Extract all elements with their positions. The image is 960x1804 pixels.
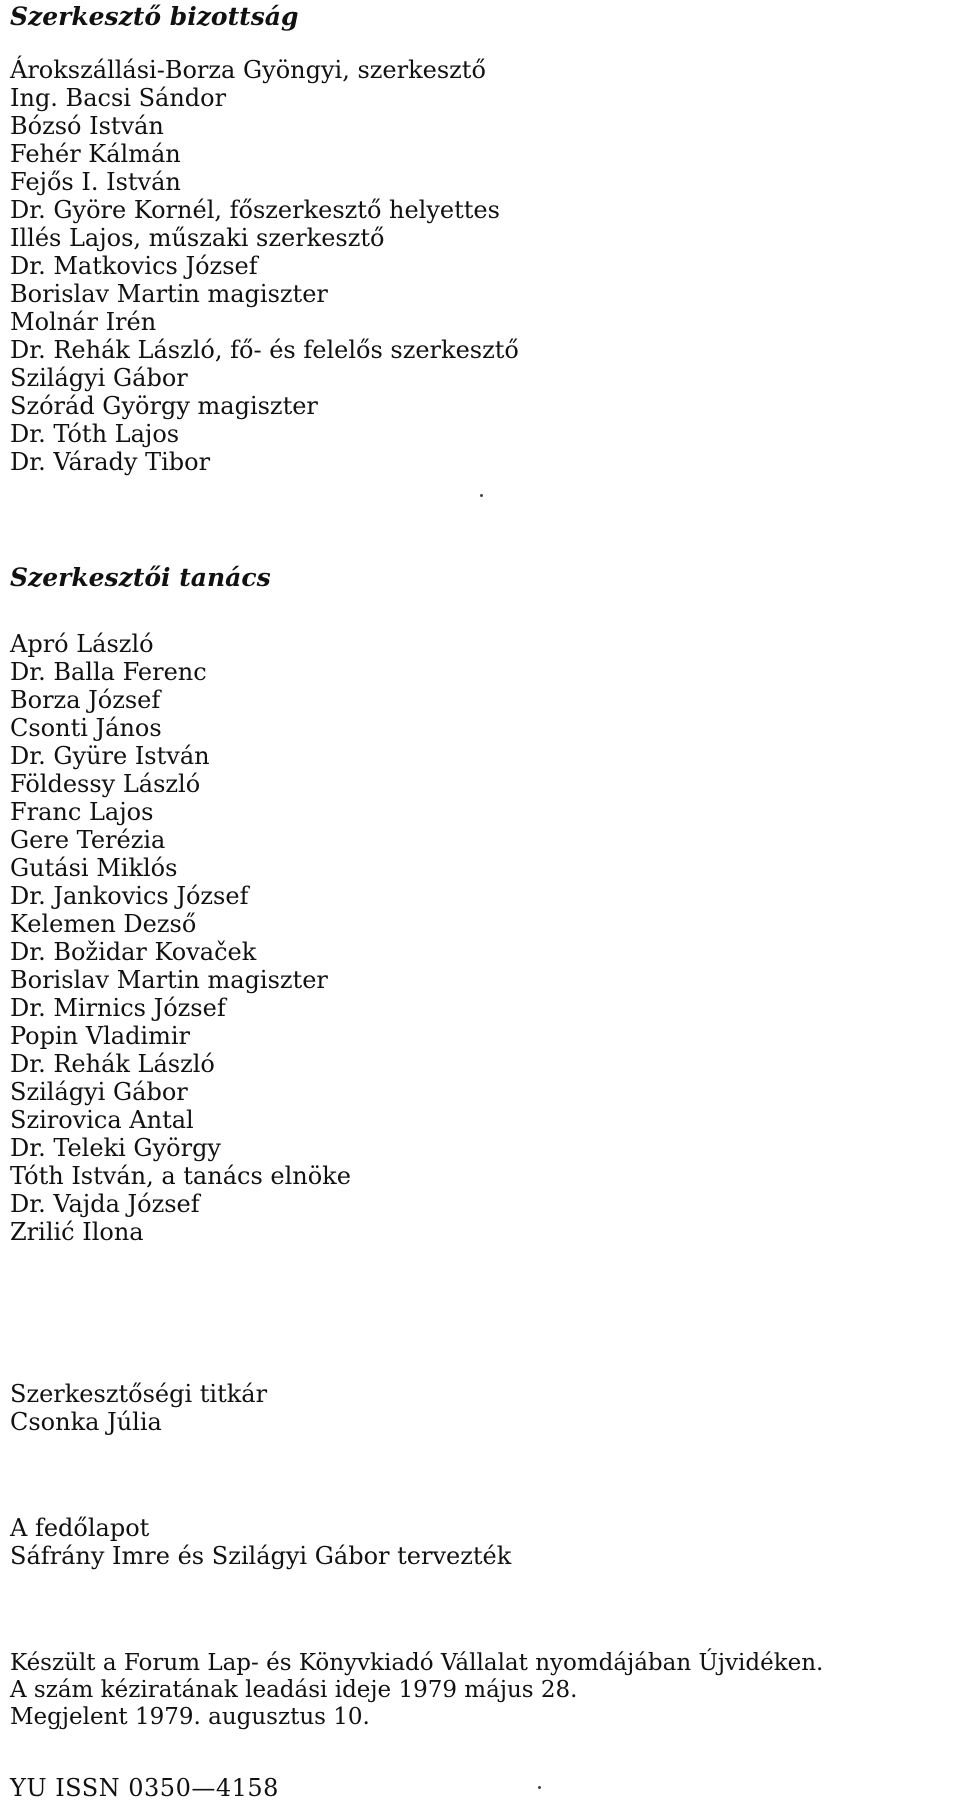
- list-item: Tóth István, a tanács elnöke: [10, 1162, 351, 1190]
- list-item: Dr. Rehák László, fő- és felelős szerkesztő: [10, 336, 519, 364]
- secretary-title: Szerkesztőségi titkár: [10, 1380, 268, 1408]
- list-item: Dr. Mirnics József: [10, 994, 226, 1022]
- issn-block: [10, 1774, 279, 1802]
- list-item: Dr. Balla Ferenc: [10, 658, 207, 686]
- printing-line-1: Készült a Forum Lap- és Könyvkiadó Vállalat nyomdájában Újvidéken.: [10, 1650, 824, 1676]
- list-item: Szilágyi Gábor: [10, 364, 188, 392]
- list-item: Csonti János: [10, 714, 162, 742]
- list-item: Franc Lajos: [10, 798, 154, 826]
- print-speck: [538, 1786, 541, 1789]
- list-item: Fehér Kálmán: [10, 140, 181, 168]
- list-item: Szirovica Antal: [10, 1106, 194, 1134]
- list-item: Dr. Jankovics József: [10, 882, 249, 910]
- issn-number: YU ISSN 0350—4158: [10, 1774, 279, 1802]
- print-speck: [480, 494, 483, 497]
- list-item: Szilágyi Gábor: [10, 1078, 188, 1106]
- editorial-board-heading: Szerkesztő bizottság: [10, 2, 299, 31]
- list-item: Illés Lajos, műszaki szerkesztő: [10, 224, 385, 252]
- list-item: Dr. Várady Tibor: [10, 448, 211, 476]
- list-item: Borza József: [10, 686, 161, 714]
- list-item: Dr. Tóth Lajos: [10, 420, 180, 448]
- list-item: Gere Terézia: [10, 826, 166, 854]
- list-item: Molnár Irén: [10, 308, 157, 336]
- secretary-block: [10, 1380, 267, 1436]
- colophon-page: [10, 0, 955, 1804]
- list-item: Borislav Martin magiszter: [10, 280, 328, 308]
- editorial-board-list: [10, 56, 519, 476]
- list-item: Dr. Györe Kornél, főszerkesztő helyettes: [10, 196, 500, 224]
- list-item: Dr. Matkovics József: [10, 252, 258, 280]
- list-item: Árokszállási-Borza Gyöngyi, szerkesztő: [10, 56, 486, 84]
- secretary-name: Csonka Júlia: [10, 1408, 162, 1436]
- list-item: Dr. Gyüre István: [10, 742, 210, 770]
- printing-info-block: [10, 1650, 823, 1731]
- list-item: Kelemen Dezső: [10, 910, 197, 938]
- list-item: Dr. Teleki György: [10, 1134, 221, 1162]
- list-item: Szórád György magiszter: [10, 392, 318, 420]
- printing-line-2: A szám kéziratának leadási ideje 1979 május 28.: [10, 1677, 578, 1703]
- list-item: Gutási Miklós: [10, 854, 178, 882]
- cover-design-block: [10, 1514, 511, 1570]
- printing-line-3: Megjelent 1979. augusztus 10.: [10, 1704, 370, 1730]
- list-item: Bózsó István: [10, 112, 164, 140]
- list-item: Borislav Martin magiszter: [10, 966, 328, 994]
- list-item: Dr. Vajda József: [10, 1190, 200, 1218]
- cover-designers: Sáfrány Imre és Szilágyi Gábor tervezték: [10, 1542, 512, 1570]
- editorial-council-heading: Szerkesztői tanács: [10, 563, 271, 592]
- list-item: Dr. Božidar Kovaček: [10, 938, 257, 966]
- list-item: Popin Vladimir: [10, 1022, 191, 1050]
- editorial-council-list: [10, 630, 351, 1246]
- cover-title: A fedőlapot: [10, 1514, 150, 1542]
- list-item: Fejős I. István: [10, 168, 181, 196]
- list-item: Apró László: [10, 630, 154, 658]
- list-item: Földessy László: [10, 770, 201, 798]
- list-item: Dr. Rehák László: [10, 1050, 215, 1078]
- list-item: Ing. Bacsi Sándor: [10, 84, 227, 112]
- list-item: Zrilić Ilona: [10, 1218, 144, 1246]
